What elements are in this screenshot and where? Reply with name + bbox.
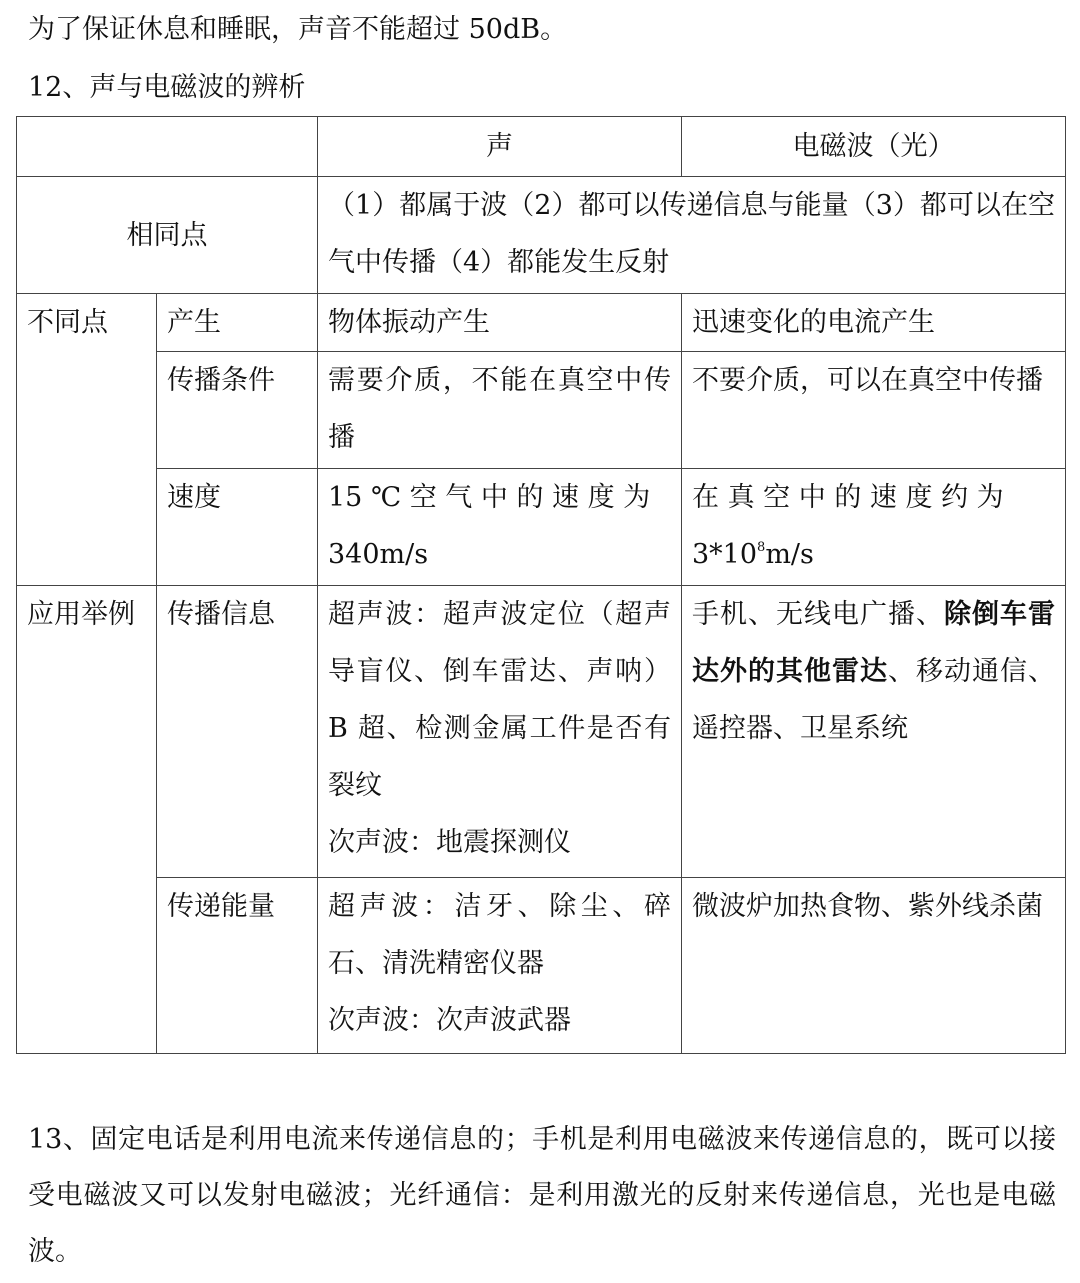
speed-sound bbox=[318, 469, 682, 586]
energy-sound-infrasonic: 次声波：次声波武器 bbox=[328, 1005, 571, 1036]
same-text: （1）都属于波（2）都可以传递信息与能量（3）都可以在空气中传播（4）都能发生反射 bbox=[318, 177, 1066, 294]
energy-em: 微波炉加热食物、紫外线杀菌 bbox=[682, 878, 1066, 1054]
speed-label: 速度 bbox=[157, 469, 318, 586]
speed-em bbox=[682, 469, 1066, 586]
speed-em-exponent: 8 bbox=[757, 540, 766, 555]
table-header-row bbox=[17, 117, 1066, 177]
info-em-bold: 除倒车雷达外的其他雷达 bbox=[692, 599, 1055, 687]
produce-sound: 物体振动产生 bbox=[318, 294, 682, 352]
paragraph-13: 13、固定电话是利用电流来传递信息的；手机是利用电磁波来传递信息的，既可以接受电磁波又可以发射电磁波；光纤通信：是利用激光的反射来传递信息，光也是电磁波。 bbox=[28, 1124, 1056, 1267]
energy-sound bbox=[318, 878, 682, 1054]
table-row-speed bbox=[17, 469, 1066, 586]
intro-line: 为了保证休息和睡眠，声音不能超过 50dB。 bbox=[28, 14, 568, 45]
comparison-table bbox=[16, 116, 1066, 1054]
table-row-produce bbox=[17, 294, 1066, 352]
table-row-condition bbox=[17, 352, 1066, 469]
energy-label: 传递能量 bbox=[157, 878, 318, 1054]
info-label: 传播信息 bbox=[157, 586, 318, 878]
section-title: 12、声与电磁波的辨析 bbox=[28, 72, 306, 103]
energy-sound-ultrasonic: 超声波：洁牙、除尘、碎石、清洗精密仪器 bbox=[328, 891, 671, 979]
speed-sound-line2: 340m/s bbox=[328, 539, 429, 570]
produce-label: 产生 bbox=[157, 294, 318, 352]
info-em-part2: 、移动通信、遥控器、卫星系统 bbox=[692, 656, 1055, 744]
info-em bbox=[682, 586, 1066, 878]
info-sound-infrasonic: 次声波：地震探测仪 bbox=[328, 827, 571, 858]
diff-label: 不同点 bbox=[17, 294, 157, 586]
apply-label: 应用举例 bbox=[17, 586, 157, 1054]
speed-em-base: 3*10 bbox=[692, 539, 758, 570]
speed-sound-line1: 15 ℃ 空 气 中 的 速 度 为 bbox=[328, 482, 651, 513]
header-em-wave: 电磁波（光） bbox=[682, 117, 1066, 177]
condition-em: 不要介质，可以在真空中传播 bbox=[682, 352, 1066, 469]
speed-em-line2 bbox=[692, 526, 1055, 583]
condition-sound: 需要介质，不能在真空中传播 bbox=[318, 352, 682, 469]
header-empty-cell bbox=[17, 117, 318, 177]
info-sound bbox=[318, 586, 682, 878]
produce-em: 迅速变化的电流产生 bbox=[682, 294, 1066, 352]
info-sound-ultrasonic: 超声波：超声波定位（超声导盲仪、倒车雷达、声呐）B 超、检测金属工件是否有裂纹 bbox=[328, 599, 671, 801]
speed-em-line1: 在 真 空 中 的 速 度 约 为 bbox=[692, 482, 1004, 513]
info-em-part1: 手机、无线电广播、 bbox=[692, 599, 944, 630]
same-label: 相同点 bbox=[17, 177, 318, 294]
condition-label: 传播条件 bbox=[157, 352, 318, 469]
table-row-same bbox=[17, 177, 1066, 294]
table-row-energy bbox=[17, 878, 1066, 1054]
table-row-info bbox=[17, 586, 1066, 878]
header-sound: 声 bbox=[318, 117, 682, 177]
speed-em-unit: m/s bbox=[765, 539, 814, 570]
